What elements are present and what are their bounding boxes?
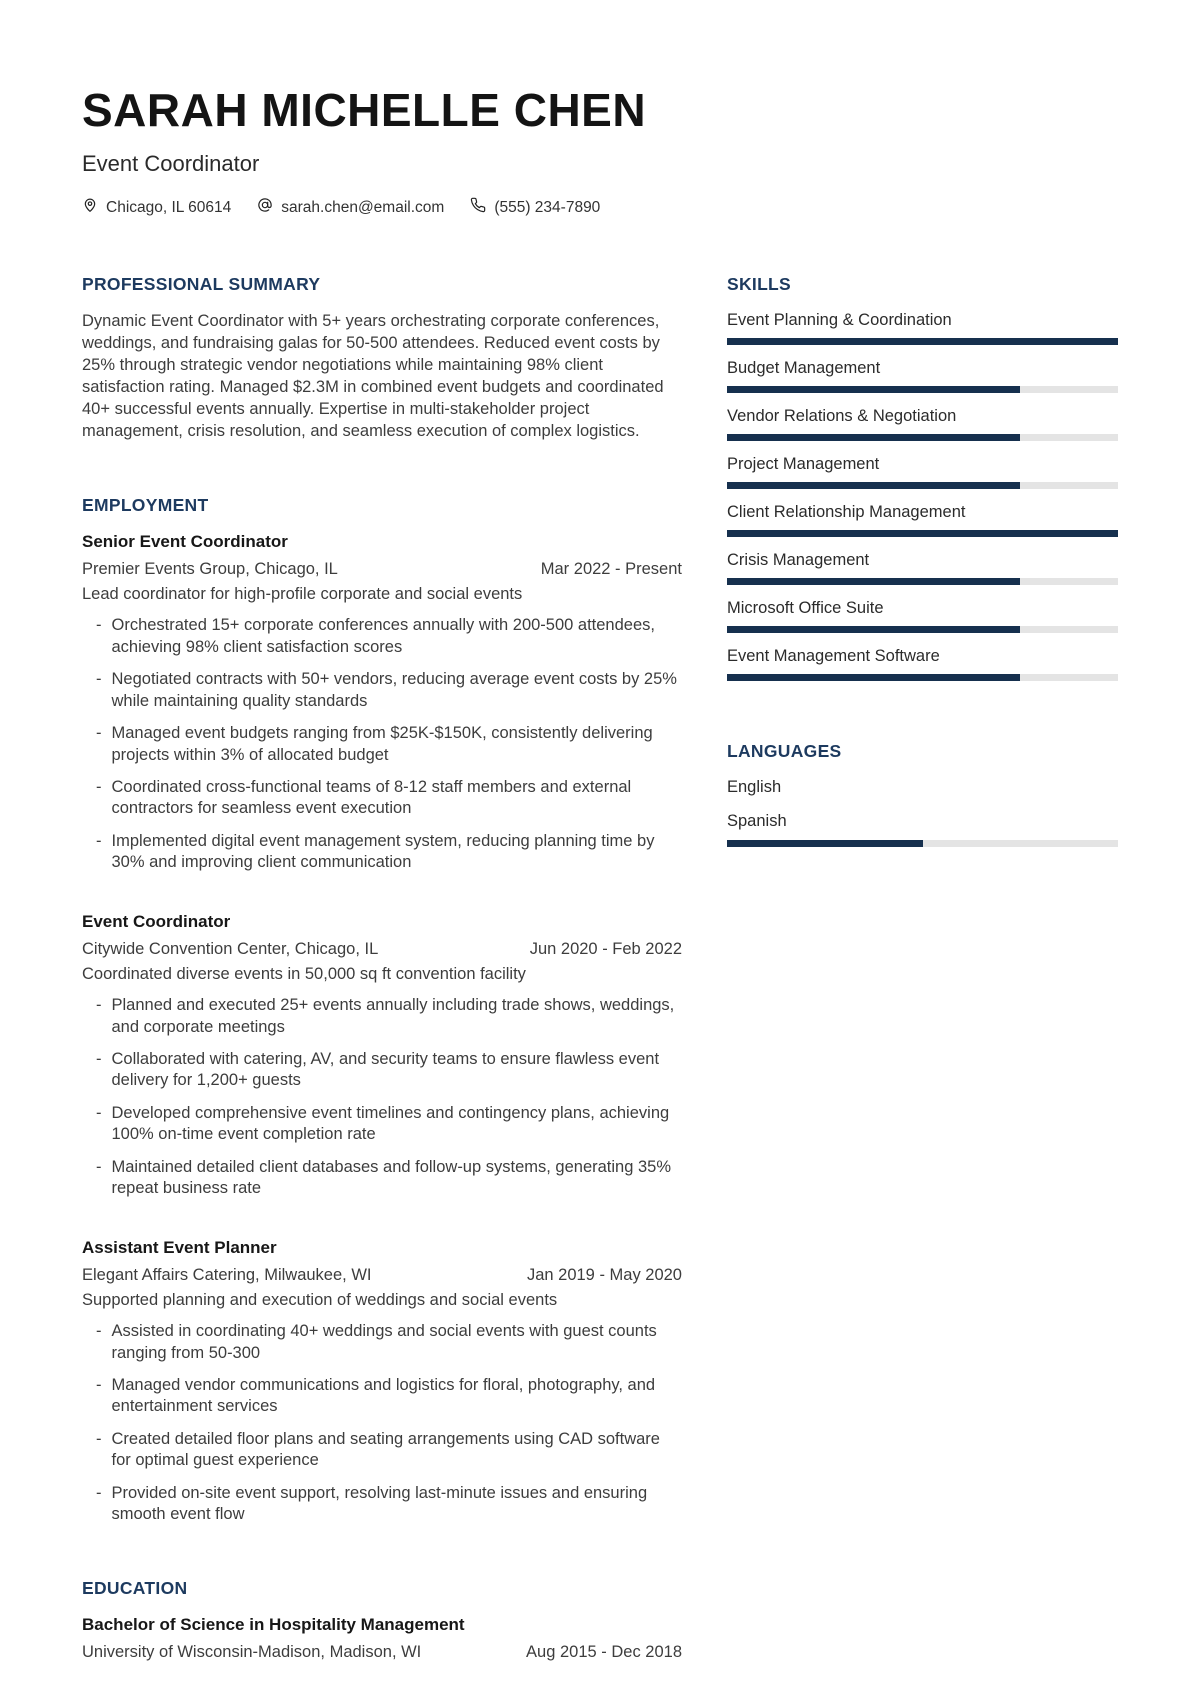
bullet-item: - Managed event budgets ranging from $25K-$150K, consistently delivering projects within 3% of allocated budget (96, 723, 682, 766)
contact-text: (555) 234-7890 (494, 198, 601, 216)
bullet-item: - Orchestrated 15+ corporate conferences annually with 200-500 attendees, achieving 98% client satisfaction scores (96, 615, 682, 658)
bullet-item: - Negotiated contracts with 50+ vendors, reducing average event costs by 25% while maintaining quality standards (96, 669, 682, 712)
job-entry (82, 912, 682, 1200)
bullet-item: - Implemented digital event management system, reducing planning time by 30% and improving client communication (96, 831, 682, 874)
bullet-item: - Assisted in coordinating 40+ weddings and social events with guest counts ranging from 50-300 (96, 1321, 682, 1364)
resume-header (82, 86, 1118, 218)
bullet-item: - Maintained detailed client databases and follow-up systems, generating 35% repeat business rate (96, 1157, 682, 1200)
job-dates: Mar 2022 - Present (540, 559, 682, 578)
skill-label: Client Relationship Management (727, 503, 966, 522)
job-dates: Jun 2020 - Feb 2022 (529, 939, 682, 958)
skill-bar-track (727, 626, 1118, 633)
skill-item (727, 647, 1118, 681)
contact-item (257, 197, 444, 218)
job-company: Citywide Convention Center, Chicago, IL (82, 939, 379, 958)
bullet-item: - Provided on-site event support, resolving last-minute issues and ensuring smooth event flow (96, 1483, 682, 1526)
skill-bar-track (727, 338, 1118, 345)
languages-section (727, 741, 1118, 847)
skill-bar-fill (727, 338, 1118, 345)
email-icon (257, 197, 273, 218)
language-item (727, 778, 1118, 797)
job-description: Coordinated diverse events in 50,000 sq ft convention facility (82, 964, 526, 983)
skill-label: Budget Management (727, 359, 881, 378)
skill-label: Microsoft Office Suite (727, 599, 884, 618)
job-title: Assistant Event Planner (82, 1237, 277, 1257)
language-bar-track (727, 840, 1118, 847)
job-dates: Jan 2019 - May 2020 (526, 1265, 682, 1284)
bullet-item: - Planned and executed 25+ events annually including trade shows, weddings, and corporate meetings (96, 995, 682, 1038)
language-list (727, 778, 1118, 847)
phone-icon (470, 197, 486, 218)
contact-item (470, 197, 600, 218)
skill-item (727, 311, 1118, 345)
job-company: Elegant Affairs Catering, Milwaukee, WI (82, 1265, 372, 1284)
skill-label: Event Planning & Coordination (727, 311, 952, 330)
contact-row (82, 197, 1118, 218)
skills-heading: SKILLS (727, 274, 792, 295)
skill-bar-fill (727, 578, 1020, 585)
skills-section (727, 274, 1118, 681)
bullet-list (82, 1321, 682, 1526)
bullet-item: - Managed vendor communications and logistics for floral, photography, and entertainment services (96, 1375, 682, 1418)
skill-bar-track (727, 482, 1118, 489)
bullet-list (82, 615, 682, 873)
skill-bar-track (727, 578, 1118, 585)
skill-bar-fill (727, 674, 1020, 681)
job-entry (82, 532, 682, 874)
skill-item (727, 455, 1118, 489)
skill-bar-track (727, 530, 1118, 537)
skill-label: Event Management Software (727, 647, 940, 666)
skill-bar-track (727, 386, 1118, 393)
sidebar (727, 274, 1118, 1661)
candidate-name: SARAH MICHELLE CHEN (82, 84, 647, 136)
skill-bar-fill (727, 386, 1020, 393)
job-meta (82, 940, 682, 959)
job-meta (82, 1266, 682, 1285)
employment-section (82, 495, 682, 1526)
school-name: University of Wisconsin-Madison, Madison, WI (82, 1642, 422, 1661)
skill-label: Crisis Management (727, 551, 870, 570)
contact-item (82, 197, 231, 218)
job-list (82, 532, 682, 1526)
skill-item (727, 407, 1118, 441)
skill-bar-track (727, 434, 1118, 441)
job-description: Lead coordinator for high-profile corporate and social events (82, 584, 523, 603)
main-column (82, 274, 682, 1661)
skill-list (727, 311, 1118, 681)
language-label: English (727, 778, 782, 797)
skill-label: Vendor Relations & Negotiation (727, 407, 957, 426)
job-title: Senior Event Coordinator (82, 531, 288, 551)
bullet-item: - Developed comprehensive event timelines and contingency plans, achieving 100% on-time event completion rate (96, 1103, 682, 1146)
bullet-item: - Collaborated with catering, AV, and security teams to ensure flawless event delivery for 1,200+ guests (96, 1049, 682, 1092)
summary-heading: PROFESSIONAL SUMMARY (82, 274, 321, 295)
bullet-item: - Coordinated cross-functional teams of 8-12 staff members and external contractors for seamless event execution (96, 777, 682, 820)
summary-section (82, 274, 682, 443)
skill-bar-fill (727, 482, 1020, 489)
contact-text: sarah.chen@email.com (281, 198, 445, 216)
skill-bar-fill (727, 434, 1020, 441)
summary-text: Dynamic Event Coordinator with 5+ years orchestrating corporate conferences, weddings, and fundraising galas for 50-500 attendees. Reduced event costs by 25% through strategic vendor negotiations while maintaining 98% client satisfaction rating. Managed $2.3M in combined event budgets and coordinated 40+ successful events annually. Expertise in multi-stakeholder project management, crisis resolution, and seamless execution of complex logistics. (82, 312, 664, 440)
languages-heading: LANGUAGES (727, 741, 842, 762)
skill-item (727, 551, 1118, 585)
skill-item (727, 359, 1118, 393)
skill-item (727, 503, 1118, 537)
education-dates: Aug 2015 - Dec 2018 (526, 1642, 682, 1661)
location-icon (82, 197, 98, 218)
job-entry (82, 1238, 682, 1526)
job-title: Event Coordinator (82, 911, 231, 931)
skill-item (727, 599, 1118, 633)
education-meta (82, 1643, 682, 1662)
job-description: Supported planning and execution of weddings and social events (82, 1290, 558, 1309)
skill-label: Project Management (727, 455, 880, 474)
employment-heading: EMPLOYMENT (82, 494, 209, 515)
degree-title: Bachelor of Science in Hospitality Management (82, 1614, 465, 1634)
job-company: Premier Events Group, Chicago, IL (82, 559, 338, 578)
contact-text: Chicago, IL 60614 (106, 198, 232, 216)
bullet-item: - Created detailed floor plans and seating arrangements using CAD software for optimal guest experience (96, 1429, 682, 1472)
language-bar-fill (727, 840, 923, 847)
education-section (82, 1578, 682, 1662)
skill-bar-fill (727, 626, 1020, 633)
job-meta (82, 560, 682, 579)
language-item (727, 812, 1118, 847)
skill-bar-track (727, 674, 1118, 681)
content-columns (82, 274, 1118, 1661)
language-label: Spanish (727, 812, 787, 831)
bullet-list (82, 995, 682, 1200)
skill-bar-fill (727, 530, 1118, 537)
candidate-title: Event Coordinator (82, 151, 260, 177)
education-heading: EDUCATION (82, 1577, 188, 1598)
